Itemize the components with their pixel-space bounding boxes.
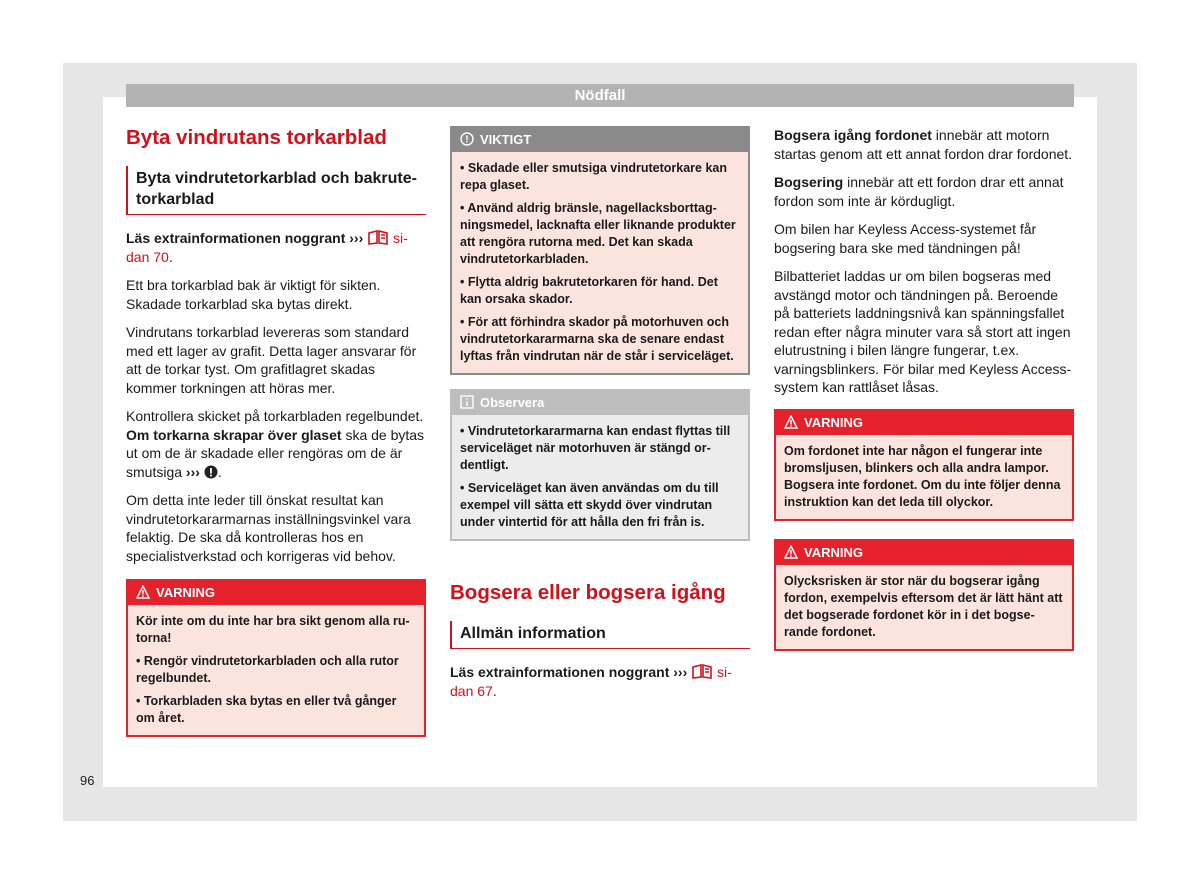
paragraph: Bogsera igång fordonet innebär att motorn startas genom att ett annat fordon drar fordonet.	[774, 127, 1073, 162]
reference-page-link[interactable]: sidan 70	[126, 230, 408, 265]
warning-text: Olycksrisken är stor när du bogserar igång fordon, exempelvis eftersom det är lätt hänt att det bogserade fordonet kör in i det bogserande fordonet.	[784, 573, 1063, 639]
chapter-header: Nödfall	[126, 84, 1074, 107]
observera-box	[450, 389, 750, 541]
observera-label: Observera	[480, 395, 545, 410]
subsection-title: Byta vindrutetorkarblad och bakrutetorkarblad	[126, 166, 426, 215]
warning-item: • Torkarbladen ska bytas en eller två gånger om året.	[136, 694, 397, 725]
book-reference-icon	[691, 664, 713, 679]
reference-page-link[interactable]: sidan 67	[450, 664, 732, 699]
paragraph: Ett bra torkarblad bak är viktigt för sikten. Skadade torkarblad ska bytas direkt.	[126, 277, 381, 312]
viktigt-item: • Använd aldrig bränsle, nagellacksborttagningsmedel, lacknafta eller liknande produkter att rengöra rutorna med. Det kan skada vindrutetorkarbladen.	[460, 201, 736, 266]
section-title: Byta vindrutans torkarblad	[126, 126, 387, 149]
info-circle-icon	[460, 132, 474, 146]
viktigt-item: • Skadade eller smutsiga vindrutetorkare kan repa glaset.	[460, 161, 727, 192]
viktigt-box	[450, 126, 750, 375]
warning-box	[774, 539, 1074, 651]
warning-triangle-icon	[784, 415, 798, 429]
observera-item: • Vindrutetorkararmarna kan endast flyttas till serviceläget när motorhuven är stängd ordentligt.	[460, 424, 731, 472]
warning-box	[774, 409, 1074, 521]
reference-arrows: ›››	[673, 664, 688, 680]
section-title: Bogsera eller bogsera igång	[450, 581, 726, 604]
subsection-title: Allmän information	[450, 621, 750, 649]
paragraph: Kontrollera skicket på torkarbladen regelbundet. Om torkarna skrapar över glaset ska de bytas ut om de är skadade eller rengöras om de är smutsiga ››› .	[126, 408, 425, 480]
viktigt-label: VIKTIGT	[480, 132, 532, 147]
paragraph: Bilbatteriet laddas ur om bilen bogseras med avstängd motor och tändningen på. Beroende på batteriets laddningsnivå kan spänningsfallet redan efter några minuter vara så stort att ingen elutrustning i bilen längre fungerar, t.ex. varningsblinkers. För bilar med Keyless Access-system kan rattlåset låsas.	[774, 268, 1072, 395]
warning-circle-icon	[204, 465, 218, 479]
warning-text: Om fordonet inte har någon el fungerar inte bromsljusen, blinkers och alla andra lampor. Bogsera inte fordonet. Om du inte följer denna instruktion kan det leda till olyckor.	[784, 443, 1061, 509]
warning-triangle-icon	[784, 545, 798, 559]
warning-triangle-icon	[136, 585, 150, 599]
column-3	[774, 126, 1074, 661]
observera-item: • Serviceläget kan även användas om du till exempel vill sätta ett skydd över vindrutan under vintertid för att hålla den fri från is.	[460, 481, 719, 529]
paragraph: Vindrutans torkarblad levereras som standard med ett lager av grafit. Detta lager ansvarar för att de torkar tyst. Om grafitlagret skadas kommer torkningen att höras mer.	[126, 324, 417, 396]
reference-line: Läs extrainformationen noggrant ››› sidan 67.	[450, 664, 732, 699]
info-square-icon	[460, 395, 474, 409]
warning-label: VARNING	[156, 585, 215, 600]
paragraph: Bogsering innebär att ett fordon drar ett annat fordon som inte är kördugligt.	[774, 174, 1064, 209]
paragraph: Om bilen har Keyless Access-systemet får bogsering bara ske med tändningen på!	[774, 221, 1037, 256]
paragraph: Om detta inte leder till önskat resultat kan vindrutetorkararmarnas inställningsvinkel vara felaktig. De ska då kontrolleras hos en specialistverkstad och korrigeras vid behov.	[126, 492, 411, 564]
reference-arrows: ›››	[349, 230, 364, 246]
warning-label: VARNING	[804, 414, 863, 430]
book-reference-icon	[367, 230, 389, 245]
warning-item: • Rengör vindrutetorkarbladen och alla rutor regelbundet.	[136, 654, 399, 685]
warning-label: VARNING	[804, 544, 863, 560]
reference-line: Läs extrainformationen noggrant ››› sidan 70.	[126, 230, 408, 265]
warning-lead: Kör inte om du inte har bra sikt genom alla rutorna!	[136, 614, 410, 645]
viktigt-item: • Flytta aldrig bakrutetorkaren för hand. Det kan orsaka skador.	[460, 275, 718, 306]
page-number: 96	[80, 773, 95, 788]
viktigt-item: • För att förhindra skador på motorhuven och vindrutetorkararmarna ska de senare endast lyftas från vindrutan när de står i serviceläget.	[460, 315, 734, 363]
warning-box	[126, 579, 426, 737]
column-1	[126, 120, 426, 747]
column-2	[450, 126, 750, 710]
